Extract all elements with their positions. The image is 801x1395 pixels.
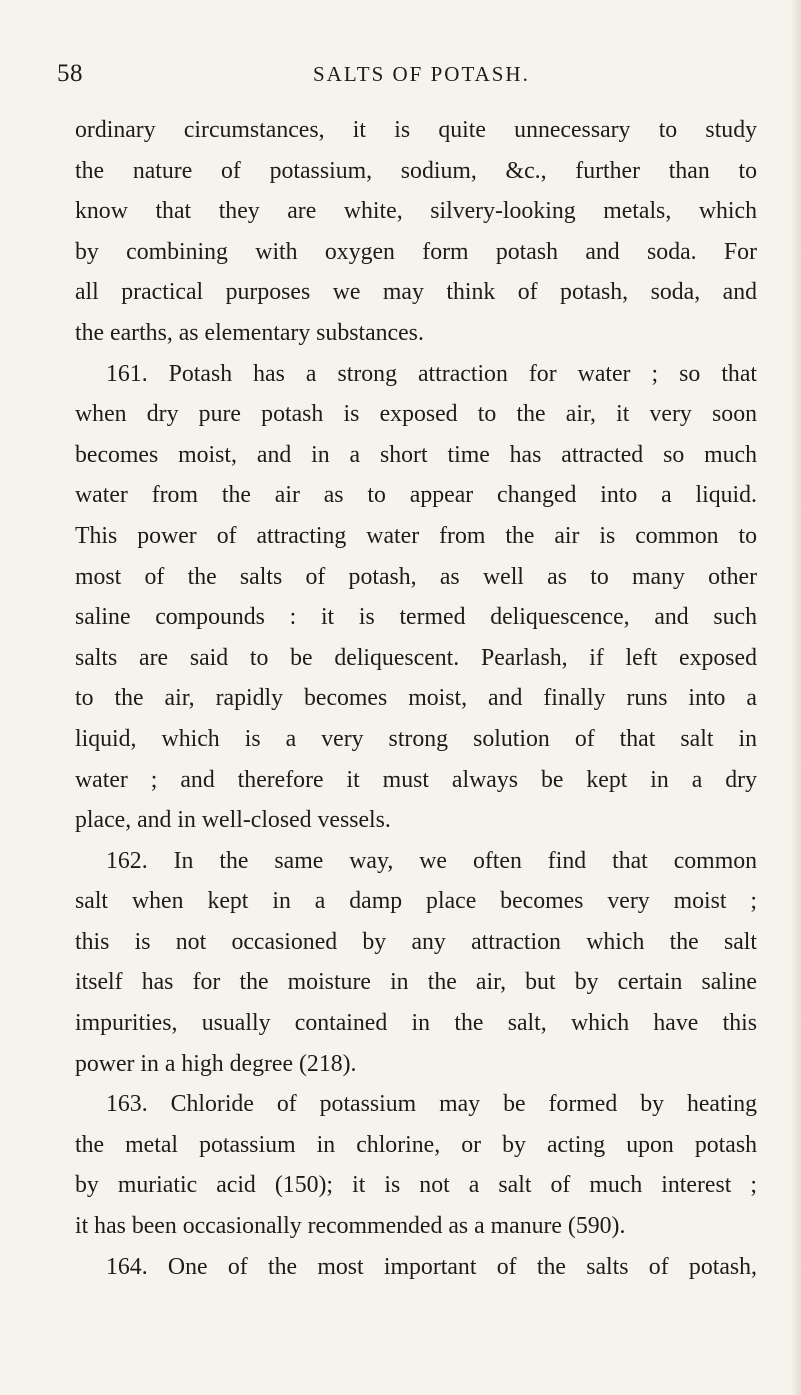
paragraph-163-start: 163. Chloride of potassium may be formed by heating [106,1091,757,1118]
text-line: place, and in well-closed vessels. [75,807,391,834]
text-line: ordinary circumstances, it is quite unnecessary to study [75,117,757,143]
text-line: know that they are white, silvery-looking metals, which [75,198,757,225]
text-line: impurities, usually contained in the salt, which have this [75,1010,757,1037]
text-line: all practical purposes we may think of potash, soda, and [75,279,757,306]
text-line: the metal potassium in chlorine, or by acting upon potash [75,1131,757,1158]
paragraph-162-start: 162. In the same way, we often find that common [106,847,757,874]
text-line: power in a high degree (218). [75,1050,357,1077]
text-line: it has been occasionally recommended as a manure (590). [75,1213,626,1240]
text-line: salt when kept in a damp place becomes very moist ; [75,888,757,915]
text-line: saline compounds : it is termed deliquescence, and such [75,604,757,631]
text-line: water ; and therefore it must always be kept in a dry [75,766,757,793]
page-edge-shadow [791,0,801,1395]
text-line: salts are said to be deliquescent. Pearlash, if left exposed [75,644,757,671]
text-line: to the air, rapidly becomes moist, and finally runs into a [75,685,757,712]
paragraph-161-start: 161. Potash has a strong attraction for water ; so that [106,360,757,387]
text-line: water from the air as to appear changed into a liquid. [75,482,757,509]
running-head [0,60,801,92]
text-line: itself has for the moisture in the air, but by certain saline [75,969,757,996]
paragraph-164-start: 164. One of the most important of the salts of potash, [106,1253,757,1280]
body-text [75,110,757,1287]
text-line: liquid, which is a very strong solution of that salt in [75,725,757,752]
page-number: 58 [57,60,83,87]
text-line: this is not occasioned by any attraction which the salt [75,928,757,955]
text-line: the nature of potassium, sodium, &c., further than to [75,157,757,184]
text-line: by combining with oxygen form potash and soda. For [75,238,757,265]
text-line: when dry pure potash is exposed to the air, it very soon [75,401,757,428]
text-line: the earths, as elementary substances. [75,319,424,346]
text-line: becomes moist, and in a short time has attracted so much [75,441,757,468]
text-line: most of the salts of potash, as well as to many other [75,563,757,590]
running-title: SALTS OF POTASH. [313,62,530,86]
text-line: This power of attracting water from the air is common to [75,522,757,549]
text-line: by muriatic acid (150); it is not a salt of much interest ; [75,1172,757,1199]
